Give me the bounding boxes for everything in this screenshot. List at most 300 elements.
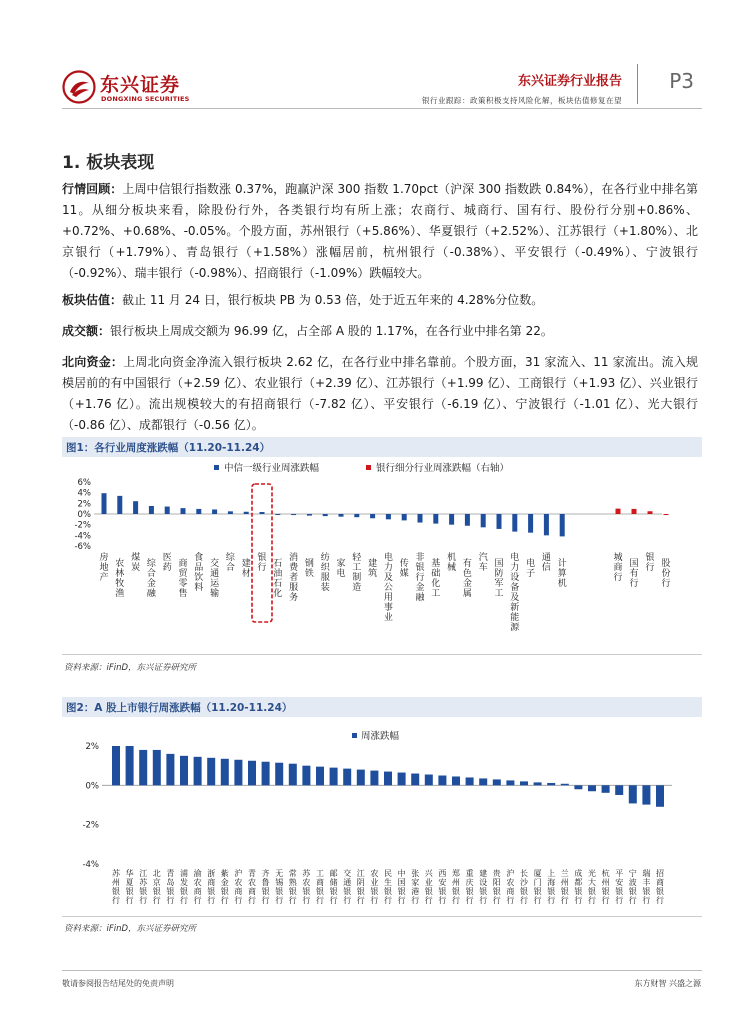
- bank-bar: [479, 778, 487, 785]
- industry-label: [479, 551, 488, 573]
- bank-label-char: 行: [288, 896, 297, 905]
- industry-label-char: 能: [510, 613, 520, 623]
- bank-label-char: 行: [234, 896, 243, 905]
- bank-sub-label-char: 行: [613, 573, 623, 583]
- bank-label-char: 业: [370, 878, 379, 887]
- figure2-header: [62, 697, 702, 717]
- bank-label-char: 银: [261, 887, 270, 896]
- bank-sub-label-char: 份: [661, 569, 671, 579]
- bank-label: [534, 868, 542, 905]
- y-tick-label: -6%: [74, 542, 91, 552]
- industry-label-char: 通: [210, 569, 220, 579]
- bank-label-char: 银: [384, 887, 392, 896]
- industry-label: [447, 551, 456, 573]
- industry-label-char: 车: [478, 563, 488, 573]
- bank-label-char: 发: [180, 878, 188, 887]
- bank-bar: [642, 785, 650, 804]
- bank-bar: [425, 775, 433, 786]
- bank-label-char: 门: [533, 878, 542, 887]
- legend-swatch-bank: [352, 733, 357, 738]
- industry-label-char: 牧: [115, 579, 125, 589]
- bank-bar: [330, 768, 338, 786]
- industry-label-char: 计: [557, 559, 567, 569]
- bank-sub-label: [629, 558, 638, 589]
- bank-sub-label-char: 城: [613, 553, 623, 563]
- bank-label-char: 渝: [193, 869, 202, 878]
- bank-label-char: 江: [139, 869, 148, 878]
- bank-label-char: 商: [316, 878, 324, 887]
- bank-label-char: 苏: [139, 878, 148, 887]
- bank-label-char: 北: [152, 869, 161, 878]
- bank-label: [262, 868, 270, 905]
- industry-label-char: 化: [273, 589, 283, 599]
- bank-label: [112, 868, 121, 905]
- bank-label-char: 行: [316, 896, 324, 905]
- bank-label-char: 大: [588, 878, 596, 887]
- bank-label: [479, 868, 487, 905]
- bank-label-char: 行: [112, 896, 120, 905]
- industry-bar: [354, 514, 359, 517]
- bank-bar: [493, 779, 501, 785]
- bank-label-char: 商: [207, 878, 216, 887]
- bank-label-char: 行: [248, 896, 256, 905]
- bank-label-char: 宁: [628, 869, 637, 878]
- bank-label-char: 金: [220, 878, 229, 887]
- industry-bar: [370, 514, 375, 518]
- industry-bar: [560, 514, 565, 536]
- industry-label-char: 地: [99, 563, 109, 573]
- bank-label-char: 商: [234, 887, 243, 896]
- bank-sub-label-char: 股: [661, 559, 671, 569]
- industry-label: [194, 551, 203, 593]
- bank-label: [411, 869, 419, 905]
- bank-label: [248, 868, 256, 905]
- bank-label-char: 银: [343, 887, 352, 896]
- bank-label: [166, 868, 174, 905]
- bank-sub-bar: [648, 511, 653, 514]
- industry-label-char: 机: [557, 579, 567, 589]
- industry-bar: [512, 514, 517, 532]
- industry-label-char: 建: [241, 559, 251, 569]
- industry-label-char: 输: [210, 589, 220, 599]
- bank-label-char: 银: [465, 887, 474, 896]
- bank-label-char: 浙: [207, 869, 216, 878]
- bank-label-char: 银: [370, 887, 379, 896]
- bank-label-char: 行: [180, 896, 188, 905]
- industry-label-char: 林: [115, 569, 125, 579]
- bank-label-char: 港: [411, 887, 420, 896]
- y-tick-label: 2%: [77, 499, 91, 510]
- bank-label-char: 行: [207, 896, 216, 905]
- industry-label-char: 运: [210, 579, 220, 589]
- bank-label-char: 银: [329, 887, 338, 896]
- bank-label-char: 行: [152, 896, 161, 905]
- bank-label-char: 夏: [125, 878, 134, 887]
- industry-label-char: 药: [162, 563, 172, 573]
- bank-label-char: 业: [424, 878, 433, 887]
- bank-sub-label-char: 商: [613, 563, 623, 573]
- page-number: P3: [669, 69, 694, 93]
- bank-label-char: 沪: [234, 869, 243, 878]
- industry-label-char: 料: [194, 583, 204, 593]
- industry-label-char: 合: [146, 569, 156, 579]
- footer-disclaimer: 敬请参阅报告结尾处的免责声明: [62, 979, 174, 988]
- industry-label-char: 家: [336, 559, 346, 569]
- bank-label-char: 紫: [220, 869, 229, 878]
- bank-label: [180, 868, 188, 905]
- industry-label-char: 电: [526, 559, 536, 569]
- bank-label-char: 家: [411, 878, 420, 887]
- figure1-source-rule: [62, 654, 702, 655]
- bank-label-char: 行: [275, 896, 284, 905]
- bank-bar: [248, 761, 256, 786]
- industry-label-char: 公: [383, 583, 393, 593]
- industry-bar: [117, 496, 122, 514]
- bank-label-char: 银: [479, 887, 488, 896]
- industry-label: [210, 557, 220, 599]
- footer-slogan: 东方财智 兴盛之源: [634, 979, 701, 988]
- industry-label: [289, 551, 299, 603]
- bank-label-char: 设: [479, 878, 488, 887]
- bank-label-char: 招: [656, 869, 664, 878]
- industry-label-char: 行: [257, 563, 267, 573]
- industry-label-char: 材: [241, 569, 251, 579]
- bank-label-char: 银: [112, 887, 120, 896]
- bank-label: [642, 868, 650, 905]
- industry-label: [542, 552, 551, 573]
- industry-bar: [323, 514, 328, 516]
- report-type: 东兴证券行业报告: [517, 74, 622, 89]
- industry-label-char: 铁: [304, 569, 314, 579]
- bank-label: [289, 868, 298, 905]
- paragraph-text: 截止 11 月 24 日，银行板块 PB 为 0.53 倍，处于近五年来的 4.28%分位数。: [122, 293, 544, 307]
- industry-label-char: 有: [462, 559, 472, 569]
- industry-bar: [275, 514, 280, 515]
- bank-label-char: 生: [384, 878, 392, 887]
- industry-bar: [212, 509, 217, 514]
- brand-name-cn: 东兴证券: [100, 74, 181, 96]
- industry-bar: [260, 512, 265, 514]
- industry-label-char: 饮: [194, 573, 204, 583]
- bank-label-char: 无: [275, 869, 284, 878]
- bank-label-char: 银: [139, 887, 148, 896]
- industry-label-char: 织: [320, 563, 330, 573]
- industry-label-char: 务: [289, 593, 299, 603]
- paragraph-label: 板块估值：: [62, 293, 123, 307]
- figure1-title: 图1：各行业周度涨跌幅（11.20-11.24）: [66, 442, 271, 454]
- bank-label: [561, 868, 569, 905]
- industry-bar: [133, 501, 138, 514]
- bank-bar: [629, 785, 637, 803]
- bank-label-char: 银: [628, 887, 637, 896]
- bank-sub-label-char: 行: [661, 579, 671, 589]
- industry-bar: [102, 493, 107, 514]
- bank-label-char: 行: [343, 896, 352, 905]
- bank-label: [357, 869, 365, 905]
- bank-label-char: 银: [492, 887, 501, 896]
- bank-label-char: 行: [506, 896, 515, 905]
- industry-label-char: 色: [462, 569, 472, 579]
- industry-label-char: 通: [541, 553, 551, 563]
- bank-label-char: 常: [288, 869, 297, 878]
- industry-bar: [497, 514, 502, 529]
- bank-label: [302, 868, 311, 905]
- industry-label-char: 服: [289, 583, 299, 593]
- bank-label: [574, 868, 582, 905]
- bank-label-char: 农: [370, 869, 379, 878]
- bank-label-char: 民: [384, 869, 392, 878]
- header-divider: [637, 64, 638, 104]
- bank-label-char: 银: [207, 887, 216, 896]
- bank-label-char: 银: [438, 887, 447, 896]
- bank-sub-label: [645, 551, 654, 573]
- bank-label-char: 岛: [166, 878, 175, 887]
- legend-label-bank: 周涨跌幅: [361, 731, 400, 742]
- bank-label-char: 波: [628, 878, 637, 887]
- bank-label-char: 邮: [329, 869, 338, 878]
- industry-bar: [449, 514, 454, 525]
- bank-bar: [466, 777, 474, 785]
- industry-label: [510, 551, 520, 633]
- industry-label: [526, 557, 535, 579]
- bank-label-char: 行: [615, 896, 624, 905]
- bank-label: [343, 868, 351, 905]
- industry-label-char: 造: [352, 583, 362, 593]
- bank-label: [629, 868, 637, 905]
- industry-label-char: 子: [526, 569, 536, 579]
- industry-label-char: 事: [383, 603, 393, 613]
- bank-label-char: 海: [547, 878, 556, 887]
- industry-label-char: 国: [494, 559, 504, 569]
- bank-label-char: 银: [166, 887, 175, 896]
- industry-bar: [386, 514, 391, 519]
- bank-label-char: 阴: [356, 878, 365, 887]
- y-tick-label: 0%: [85, 781, 99, 792]
- industry-label-char: 者: [289, 573, 299, 583]
- bank-label-char: 银: [302, 887, 311, 896]
- bank-label-char: 农: [302, 878, 311, 887]
- bank-label-char: 州: [560, 878, 569, 887]
- bank-label-char: 沙: [520, 878, 528, 887]
- industry-bar: [196, 509, 201, 514]
- industry-label-char: 纺: [320, 553, 330, 563]
- industry-label-char: 新: [510, 603, 520, 613]
- industry-label-char: 融: [146, 589, 156, 599]
- bank-label: [139, 869, 148, 905]
- industry-label: [242, 557, 251, 579]
- bank-label-char: 张: [411, 869, 420, 878]
- bank-label-char: 行: [302, 896, 311, 905]
- bank-label-char: 银: [288, 887, 297, 896]
- bank-label-char: 重: [465, 869, 474, 878]
- bank-bar: [166, 754, 174, 785]
- bank-label-char: 行: [438, 896, 447, 905]
- bank-label-char: 光: [588, 869, 596, 878]
- bank-bar: [656, 785, 664, 806]
- bank-label: [438, 869, 446, 905]
- report-subtitle: 银行业跟踪：政策积极支持风险化解，板块估值修复在望: [422, 96, 622, 105]
- bank-label: [520, 869, 529, 905]
- bank-bar: [289, 764, 297, 786]
- bank-label-char: 江: [356, 869, 365, 878]
- industry-bar: [291, 514, 296, 515]
- industry-label-char: 农: [115, 559, 125, 569]
- industry-label-char: 工: [352, 563, 362, 573]
- industry-label-char: 电: [383, 553, 393, 563]
- paragraph-label: 北向资金：: [62, 355, 124, 369]
- bank-label-char: 行: [424, 896, 433, 905]
- legend-label-industry: 中信一级行业周涨跌幅: [224, 463, 320, 474]
- industry-label: [336, 557, 345, 579]
- industry-label-char: 械: [447, 563, 457, 573]
- industry-label-char: 电: [336, 569, 346, 579]
- bank-label-char: 青: [166, 869, 175, 878]
- industry-label: [558, 557, 567, 589]
- bank-label: [547, 868, 555, 905]
- industry-label: [463, 557, 472, 599]
- bank-label-char: 行: [220, 896, 229, 905]
- industry-label: [163, 552, 172, 573]
- bank-label-char: 行: [601, 896, 610, 905]
- bank-label-char: 行: [139, 896, 148, 905]
- bank-bar: [194, 757, 202, 786]
- industry-bar: [165, 507, 170, 514]
- bank-bar: [357, 770, 365, 786]
- footer-rule: [62, 970, 702, 971]
- industry-label: [415, 551, 425, 603]
- bank-label-char: 行: [125, 896, 134, 905]
- bank-label: [384, 869, 392, 905]
- bank-label-char: 行: [356, 896, 365, 905]
- industry-bar: [307, 514, 312, 516]
- industry-label-char: 备: [510, 583, 520, 593]
- industry-label-char: 军: [494, 579, 504, 589]
- bank-bar: [520, 781, 528, 785]
- industry-label: [99, 551, 108, 583]
- paragraph-text: 银行板块上周成交额为 96.99 亿，占全部 A 股的 1.17%，在各行业中排名第 22。: [110, 324, 553, 338]
- bank-sub-label: [613, 551, 622, 583]
- bank-bar: [398, 773, 406, 786]
- bank-bar: [506, 780, 514, 785]
- bank-bar: [153, 750, 161, 785]
- bank-label-char: 银: [180, 887, 188, 896]
- bank-label-char: 银: [316, 887, 324, 896]
- bank-label-char: 银: [547, 887, 556, 896]
- paragraph-market-review: [62, 179, 698, 284]
- paragraph-northbound: [62, 352, 698, 436]
- bank-bar: [588, 785, 596, 791]
- bank-label-char: 银: [560, 887, 569, 896]
- bank-label: [126, 868, 134, 905]
- bank-bar: [411, 774, 419, 786]
- bank-sub-label-char: 行: [645, 563, 655, 573]
- bank-bar: [234, 760, 242, 786]
- industry-bar: [433, 514, 438, 524]
- bank-label-char: 兴: [424, 869, 433, 878]
- industry-label: [131, 551, 140, 573]
- paragraph-text: 上周北向资金净流入银行板块 2.62 亿，在各行业中排名靠前。个股方面，31 家流入、11 家流出。流入规模居前的有中国银行（+2.59 亿）、农业银行（+2.39 亿）、江苏银行（+1.99 亿）、工商银行（+1.93 亿）、兴业银行（+1.76 亿）。流出规模较大的有招商银行（-7.82 亿）、平安银行（-6.19 亿）、宁波银行（-1.01 亿）、光大银行（-0.86 亿）、成都银行（-0.56 亿）。: [62, 355, 698, 432]
- industry-label-char: 属: [462, 589, 472, 599]
- industry-label-char: 融: [415, 593, 425, 603]
- bank-bar: [561, 784, 569, 786]
- bank-label-char: 银: [424, 887, 433, 896]
- bank-bar: [221, 759, 229, 786]
- bank-label-char: 行: [479, 896, 488, 905]
- bank-bar: [139, 750, 147, 785]
- bank-label-char: 阳: [492, 878, 501, 887]
- bank-label: [452, 868, 460, 905]
- bank-label-char: 交: [343, 869, 352, 878]
- section-title: 1. 板块表现: [62, 153, 155, 173]
- industry-label-char: 非: [415, 553, 425, 563]
- bank-label: [234, 868, 242, 905]
- industry-label-char: 综: [225, 553, 235, 563]
- industry-label-char: 煤: [131, 553, 141, 563]
- bank-label-char: 农: [193, 878, 202, 887]
- industry-label: [273, 558, 282, 599]
- figure1-source: 资料来源：iFinD，东兴证券研究所: [64, 663, 197, 673]
- industry-label-char: 机: [447, 553, 457, 563]
- industry-bar: [339, 514, 344, 517]
- paragraph-text: 上周中信银行指数涨 0.37%，跑赢沪深 300 指数 1.70pct（沪深 300 指数跌 0.84%），在各行业中排名第 11。从细分板块来看，除股份行外，各类银行均有所上涨；农商行、城商行、国有行、股份行分别+0.86%、+0.72%、+0.68%、-0.05%。个股方面，苏州银行（+5.86%）、华夏银行（+2.52%）、江苏银行（+1.80%）、北京银行（+1.79%）、青岛银行（+1.58%）涨幅居前，杭州银行（-0.38%）、平安银行（-0.49%）、宁波银行（-0.92%）、瑞丰银行（-0.98%）、招商银行（-1.09%）跌幅较大。: [62, 182, 698, 280]
- industry-label-char: 食: [194, 553, 204, 563]
- bank-label-char: 商: [506, 887, 515, 896]
- bank-bar: [534, 782, 542, 785]
- bank-label-char: 行: [193, 896, 202, 905]
- bank-label-char: 京: [152, 878, 161, 887]
- industry-label-char: 产: [99, 573, 109, 583]
- brand-logo-icon: [62, 70, 96, 104]
- y-tick-label: 6%: [77, 478, 91, 488]
- bank-label-char: 国: [397, 878, 406, 887]
- industry-label-char: 及: [510, 593, 520, 603]
- bank-label-char: 西: [438, 869, 447, 878]
- industry-label-char: 炭: [131, 563, 141, 573]
- bank-label-char: 行: [329, 896, 338, 905]
- bank-label-char: 熟: [288, 878, 297, 887]
- bank-label: [656, 868, 664, 905]
- bank-label-char: 行: [261, 896, 270, 905]
- bank-label-char: 银: [656, 887, 664, 896]
- bank-label-char: 行: [588, 896, 596, 905]
- bank-label-char: 行: [560, 896, 569, 905]
- industry-label-char: 化: [431, 579, 441, 589]
- y-tick-label: -4%: [82, 860, 99, 870]
- legend-swatch-industry: [214, 465, 219, 470]
- bank-label-char: 安: [438, 878, 447, 887]
- bank-label-char: 商: [193, 887, 202, 896]
- bank-sub-label: [661, 558, 670, 589]
- bank-label-char: 长: [520, 869, 528, 878]
- legend-swatch-bank-sub: [366, 465, 371, 470]
- industry-label-char: 础: [431, 569, 441, 579]
- industry-label-char: 算: [557, 569, 567, 579]
- industry-label: [352, 551, 362, 593]
- industry-label-char: 服: [320, 573, 330, 583]
- industry-label-char: 装: [320, 583, 330, 593]
- bank-bar: [602, 785, 610, 792]
- bank-label: [330, 868, 338, 905]
- bank-label: [506, 868, 514, 905]
- industry-bar: [528, 514, 533, 533]
- bank-bar: [316, 767, 324, 786]
- bank-label-char: 银: [397, 887, 406, 896]
- bank-label-char: 银: [356, 887, 365, 896]
- figure2-source-rule: [62, 916, 702, 917]
- bank-label: [615, 869, 623, 905]
- industry-label-char: 电: [510, 553, 520, 563]
- report-header: [62, 62, 702, 112]
